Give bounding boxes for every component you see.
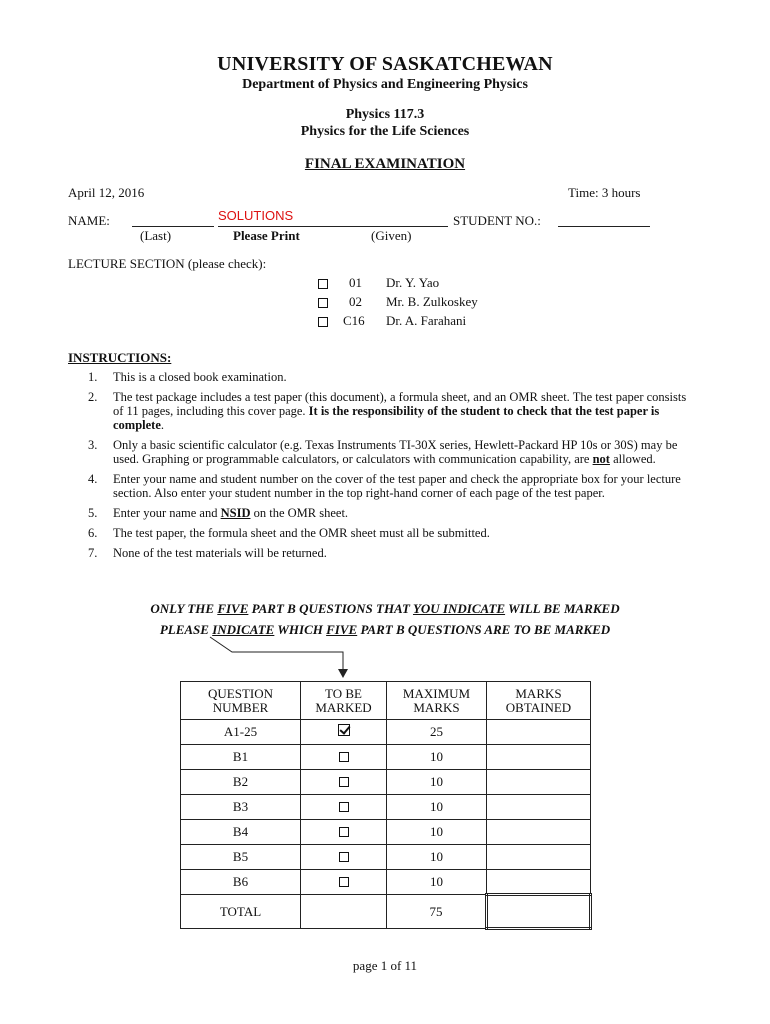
checkbox-icon[interactable]	[339, 777, 349, 787]
page-number: page 1 of 11	[352, 958, 418, 973]
header-maximum-marks: MAXIMUM MARKS	[387, 682, 487, 720]
list-item: 1. This is a closed book examination.	[88, 370, 287, 384]
student-no-label: STUDENT NO.:	[453, 213, 541, 228]
marked-checkbox[interactable]	[301, 845, 387, 870]
table-row: B3 10	[181, 795, 591, 820]
checked-box-icon[interactable]	[338, 724, 350, 736]
checkbox-icon[interactable]	[339, 852, 349, 862]
header-to-be-marked: TO BE MARKED	[301, 682, 387, 720]
header-marks-obtained: MARKS OBTAINED	[487, 682, 591, 720]
checkbox-icon[interactable]	[339, 827, 349, 837]
marks-obtained-cell[interactable]	[487, 745, 591, 770]
section-instructor: Mr. B. Zulkoskey	[386, 294, 478, 309]
list-item: 4. Enter your name and student number on the cover of the test paper and check the appropriate box for your lecture section. Also enter your student number in the top right-hand corner of each page of the test paper.	[88, 472, 681, 500]
department-name: Department of Physics and Engineering Physics	[242, 77, 528, 92]
marks-obtained-cell[interactable]	[487, 795, 591, 820]
marks-obtained-cell[interactable]	[487, 770, 591, 795]
marking-note-line1: ONLY THE FIVE PART B QUESTIONS THAT YOU INDICATE WILL BE MARKED	[150, 601, 620, 616]
header-question: QUESTION NUMBER	[181, 682, 301, 720]
solutions-stamp: SOLUTIONS	[218, 208, 294, 223]
checkbox-icon[interactable]	[339, 752, 349, 762]
list-item: 6. The test paper, the formula sheet and the OMR sheet must all be submitted.	[88, 526, 490, 540]
exam-title: FINAL EXAMINATION	[304, 156, 466, 172]
checkbox-icon[interactable]	[339, 802, 349, 812]
marked-checkbox[interactable]	[301, 795, 387, 820]
exam-time: Time: 3 hours	[568, 185, 641, 200]
section-code: 02	[349, 294, 362, 309]
marks-obtained-cell[interactable]	[487, 820, 591, 845]
marking-note-line2: PLEASE INDICATE WHICH FIVE PART B QUESTIONS ARE TO BE MARKED	[159, 622, 611, 637]
marked-checkbox[interactable]	[301, 820, 387, 845]
table-total-row: TOTAL 75	[181, 895, 591, 929]
section-instructor: Dr. A. Farahani	[386, 313, 467, 328]
lecture-section-label: LECTURE SECTION (please check):	[68, 256, 267, 271]
section-code: C16	[343, 313, 365, 328]
section-code: 01	[349, 275, 362, 290]
list-item: 5. Enter your name and NSID on the OMR sheet.	[88, 506, 349, 520]
university-title: UNIVERSITY OF SASKATCHEWAN	[217, 53, 553, 75]
marks-obtained-cell[interactable]	[487, 870, 591, 895]
table-row: B4 10	[181, 820, 591, 845]
table-row: B1 10	[181, 745, 591, 770]
table-row: B2 10	[181, 770, 591, 795]
course-name: Physics for the Life Sciences	[300, 124, 470, 139]
section-instructor: Dr. Y. Yao	[386, 275, 440, 290]
table-row: A1-25 25	[181, 720, 591, 745]
checkbox-icon[interactable]	[339, 877, 349, 887]
course-number: Physics 117.3	[345, 107, 425, 122]
total-obtained-cell[interactable]	[487, 895, 591, 929]
list-item: 7. None of the test materials will be returned.	[88, 546, 327, 560]
marks-obtained-cell[interactable]	[487, 720, 591, 745]
marked-checkbox[interactable]	[301, 720, 387, 745]
last-label: (Last)	[140, 228, 172, 243]
marked-checkbox[interactable]	[301, 745, 387, 770]
given-label: (Given)	[371, 228, 412, 243]
name-label: NAME:	[68, 213, 110, 228]
please-print-label: Please Print	[233, 228, 300, 243]
marked-checkbox[interactable]	[301, 770, 387, 795]
table-row: B6 10	[181, 870, 591, 895]
instructions-heading: INSTRUCTIONS:	[68, 350, 172, 365]
marked-checkbox[interactable]	[301, 870, 387, 895]
exam-date: April 12, 2016	[68, 185, 145, 200]
marks-table	[180, 681, 592, 930]
table-header-row	[181, 682, 591, 720]
list-item: 2. The test package includes a test paper (this document), a formula sheet, and an OMR sheet. The test paper consists of 11 pages, including this cover page. It is the responsibility of the student to check that the test paper is complete.	[88, 390, 687, 432]
list-item: 3. Only a basic scientific calculator (e.g. Texas Instruments TI-30X series, Hewlett-Packard HP 10s or 30S) may be used. Graphing or programmable calculators, or calculators with communication capability, are not allowed.	[88, 438, 678, 466]
marks-obtained-cell[interactable]	[487, 845, 591, 870]
table-row: B5 10	[181, 845, 591, 870]
